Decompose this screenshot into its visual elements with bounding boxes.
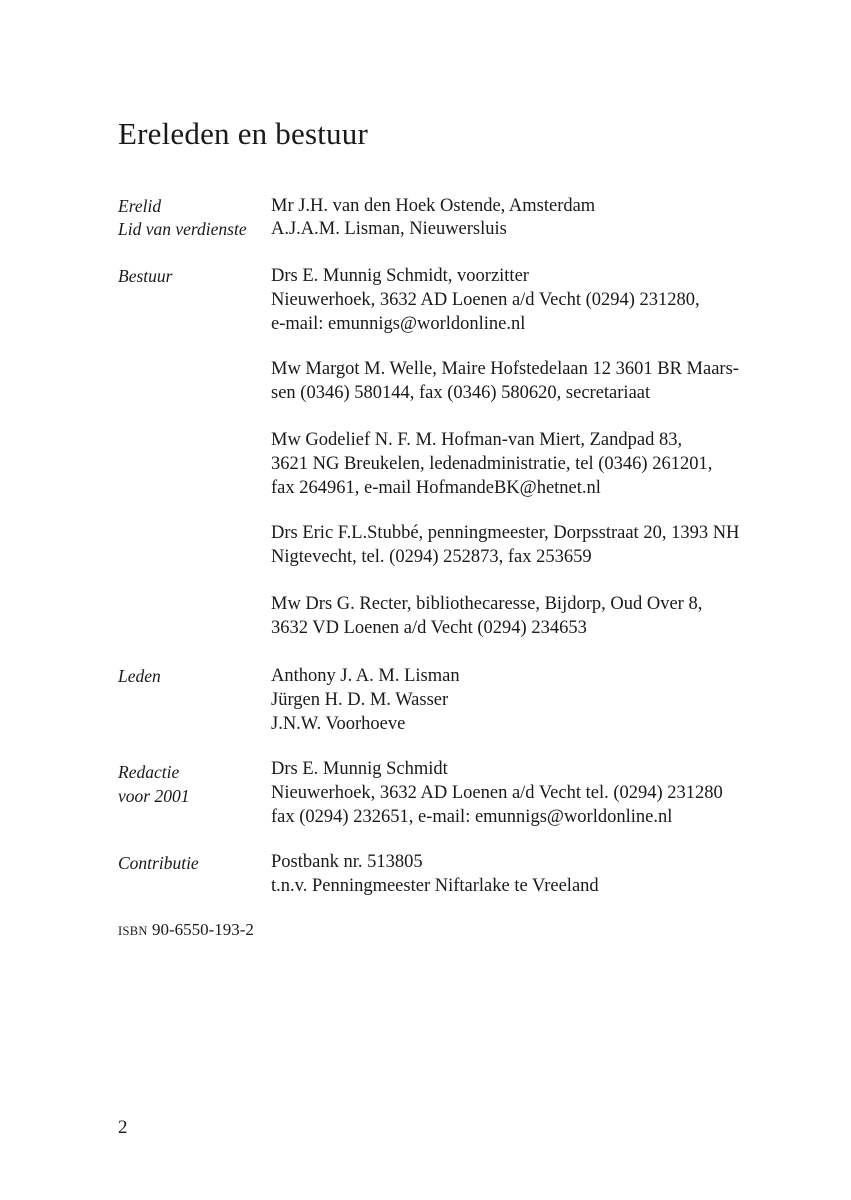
text-line: Anthony J. A. M. Lisman — [271, 666, 460, 686]
text-line: fax 264961, e-mail HofmandeBK@hetnet.nl — [271, 478, 601, 498]
text-line: Mw Drs G. Recter, bibliothecaresse, Bijdorp, Oud Over 8, — [271, 594, 703, 614]
value-erelid — [271, 194, 595, 218]
bestuur-entry — [271, 592, 702, 640]
page-title: Ereleden en bestuur — [118, 116, 368, 151]
isbn-number: 90-6550-193-2 — [151, 920, 254, 939]
page-number: 2 — [118, 1117, 128, 1138]
value-redactie — [271, 757, 723, 829]
text-line: Drs E. Munnig Schmidt, voorzitter — [271, 266, 529, 286]
text-line: A.J.A.M. Lisman, Nieuwersluis — [271, 219, 507, 239]
text-line: Mw Margot M. Welle, Maire Hofstedelaan 12 3601 BR Maars- — [271, 359, 739, 379]
label-redactie — [118, 760, 189, 808]
text-line: Mw Godelief N. F. M. Hofman-van Miert, Zandpad 83, — [271, 430, 683, 450]
isbn — [118, 920, 254, 940]
value-leden — [271, 664, 460, 736]
isbn-prefix: ISBN — [118, 924, 148, 938]
text-line: Drs Eric F.L.Stubbé, penningmeester, Dorpsstraat 20, 1393 NH — [271, 523, 740, 543]
value-lid-van-verdienste — [271, 217, 507, 241]
bestuur-entry — [271, 357, 739, 405]
label-contributie: Contributie — [118, 853, 199, 873]
text-line: sen (0346) 580144, fax (0346) 580620, secretariaat — [271, 383, 651, 403]
text-line: t.n.v. Penningmeester Niftarlake te Vreeland — [271, 876, 599, 896]
label-line: voor 2001 — [118, 786, 190, 806]
label-leden: Leden — [118, 666, 161, 686]
text-line: Jürgen H. D. M. Wasser — [271, 690, 449, 710]
bestuur-entry — [271, 264, 700, 336]
text-line: Mr J.H. van den Hoek Ostende, Amsterdam — [271, 196, 596, 216]
label-bestuur: Bestuur — [118, 266, 173, 286]
text-line: Drs E. Munnig Schmidt — [271, 759, 448, 779]
label-erelid: Erelid — [118, 196, 162, 216]
text-line: Nieuwerhoek, 3632 AD Loenen a/d Vecht (0294) 231280, — [271, 290, 700, 310]
text-line: Nigtevecht, tel. (0294) 252873, fax 253659 — [271, 547, 592, 567]
value-contributie — [271, 850, 599, 898]
text-line: e-mail: emunnigs@worldonline.nl — [271, 314, 526, 334]
text-line: J.N.W. Voorhoeve — [271, 714, 406, 734]
text-line: fax (0294) 232651, e-mail: emunnigs@worldonline.nl — [271, 807, 673, 827]
label-lid-van-verdienste: Lid van verdienste — [118, 219, 247, 239]
text-line: Nieuwerhoek, 3632 AD Loenen a/d Vecht tel. (0294) 231280 — [271, 783, 723, 803]
text-line: Postbank nr. 513805 — [271, 852, 423, 872]
bestuur-entry — [271, 428, 712, 500]
bestuur-entry — [271, 521, 739, 569]
label-line: Redactie — [118, 762, 180, 782]
text-line: 3632 VD Loenen a/d Vecht (0294) 234653 — [271, 618, 587, 638]
text-line: 3621 NG Breukelen, ledenadministratie, tel (0346) 261201, — [271, 454, 713, 474]
